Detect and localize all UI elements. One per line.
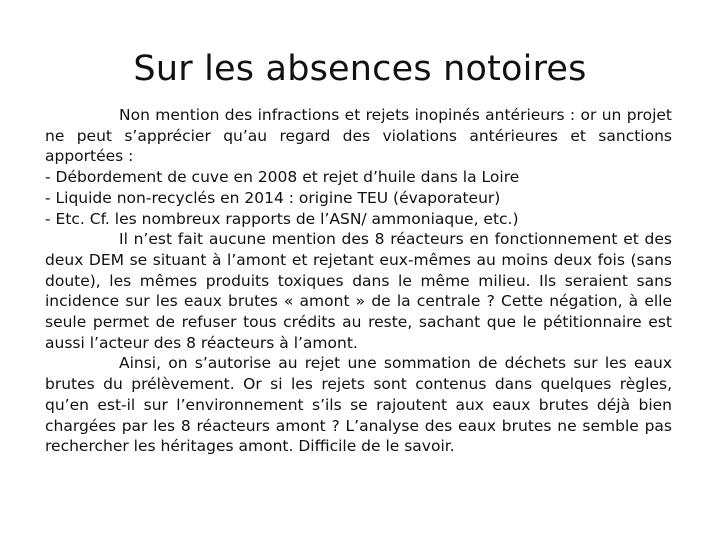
- slide-body: [45, 105, 672, 457]
- list-item: - Débordement de cuve en 2008 et rejet d’huile dans la Loire: [45, 168, 520, 187]
- paragraph-intro: Non mention des infractions et rejets inopinés antérieurs : or un projet ne peut s’apprécier qu’au regard des violations antérieures et sanctions apportées :: [45, 106, 672, 166]
- list-item: - Liquide non-recyclés en 2014 : origine TEU (évaporateur): [45, 188, 501, 207]
- list-item: - Etc. Cf. les nombreux rapports de l’ASN/ ammoniaque, etc.): [45, 209, 519, 228]
- paragraph-reactors: Il n’est fait aucune mention des 8 réacteurs en fonctionnement et des deux DEM se situant à l’amont et rejetant eux-mêmes au moins deux fois (sans doute), les mêmes produits toxiques dans le même milieu. Ils seraient sans incidence sur les eaux brutes « amont » de la centrale ? Cette négation, à elle seule permet de refuser tous crédits au reste, sachant que le pétitionnaire est aussi l’acteur des 8 réacteurs à l’amont.: [45, 230, 672, 352]
- slide-title: Sur les absences notoires: [133, 49, 587, 89]
- paragraph-conclusion: Ainsi, on s’autorise au rejet une sommation de déchets sur les eaux brutes du prélèvement. Or si les rejets sont contenus dans quelques règles, qu’en est-il sur l’environnement s’ils se rajoutent aux eaux brutes déjà bien chargées par les 8 réacteurs amont ? L’analyse des eaux brutes ne semble pas rechercher les héritages amont. Difficile de le savoir.: [45, 354, 672, 456]
